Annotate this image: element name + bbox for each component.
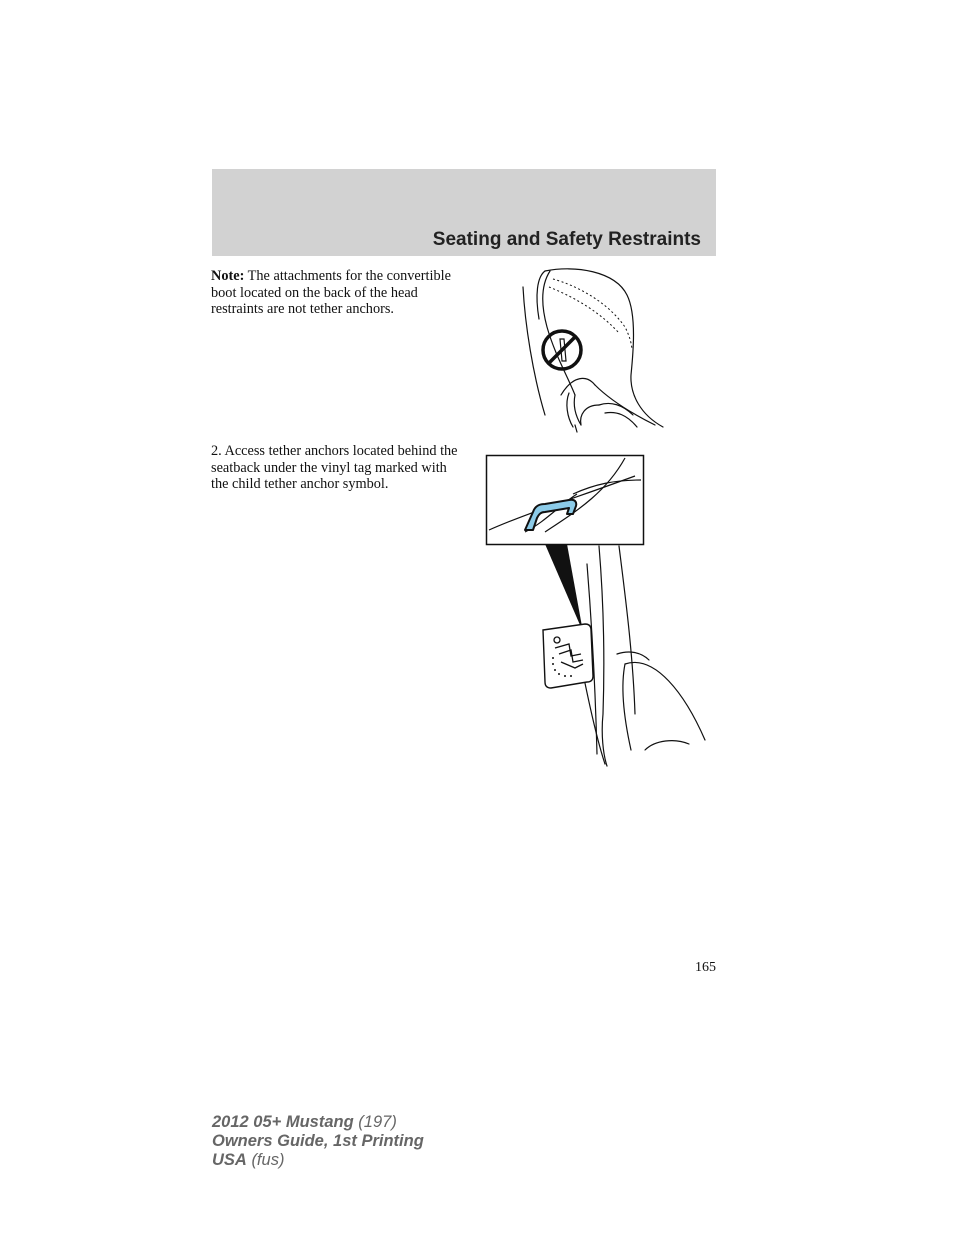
note-text: The attachments for the convertible boot located on the back of the head restraints are not tether anchors. (211, 268, 451, 318)
footer-market: USA (212, 1151, 247, 1169)
section-header (212, 169, 716, 256)
page-number: 165 (695, 960, 716, 975)
tether-anchor-illustration (485, 454, 710, 768)
footer-model-code: (197) (358, 1113, 397, 1131)
footer-market-code: (fus) (251, 1151, 285, 1169)
pointer-arrow (545, 544, 583, 632)
section-title: Seating and Safety Restraints (432, 229, 701, 250)
prohibited-icon (543, 331, 581, 369)
note-label: Note: (211, 268, 245, 284)
footer-model: 2012 05+ Mustang (212, 1113, 354, 1131)
note-paragraph (211, 268, 467, 318)
document-footer (212, 1113, 424, 1170)
footer-guide: Owners Guide, 1st Printing (212, 1132, 424, 1150)
head-restraint-illustration (515, 265, 675, 433)
child-tether-anchor-icon (543, 624, 593, 688)
step-2-paragraph: 2. Access tether anchors located behind the seatback under the vinyl tag marked with the child tether anchor symbol. (211, 443, 458, 493)
